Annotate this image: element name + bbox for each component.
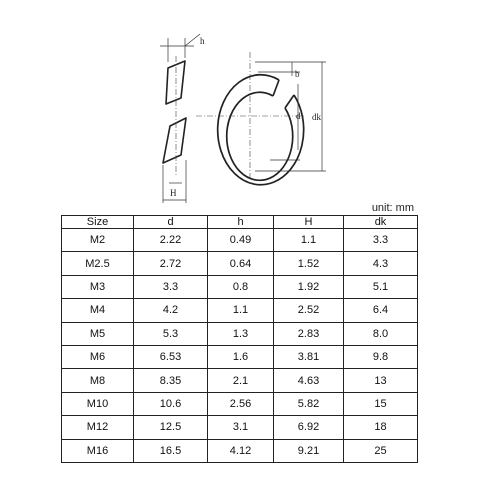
- cell-dk: 3.3: [344, 229, 418, 252]
- unit-label: unit: mm: [371, 202, 414, 214]
- cell-size: M2.5: [62, 252, 134, 275]
- table-row: [62, 392, 418, 415]
- cell-dk: 6.4: [344, 299, 418, 322]
- label-dk: dk: [312, 112, 321, 122]
- header-d: d: [134, 216, 208, 229]
- header-size: Size: [62, 216, 134, 229]
- cell-size: M4: [62, 299, 134, 322]
- cell-dk: 5.1: [344, 275, 418, 298]
- cell-size: M12: [62, 416, 134, 439]
- cell-d: 3.3: [134, 275, 208, 298]
- table-row: [62, 322, 418, 345]
- header-h: h: [208, 216, 274, 229]
- cell-H: 9.21: [274, 439, 344, 462]
- cell-h: 2.1: [208, 369, 274, 392]
- cell-size: M2: [62, 229, 134, 252]
- cell-H: 2.83: [274, 322, 344, 345]
- table-row: [62, 229, 418, 252]
- cell-H: 1.52: [274, 252, 344, 275]
- cell-size: M10: [62, 392, 134, 415]
- cell-h: 4.12: [208, 439, 274, 462]
- cell-d: 4.2: [134, 299, 208, 322]
- cell-dk: 4.3: [344, 252, 418, 275]
- cell-h: 1.6: [208, 345, 274, 368]
- cell-h: 1.1: [208, 299, 274, 322]
- label-b: b: [295, 69, 300, 79]
- cell-h: 3.1: [208, 416, 274, 439]
- table-header-row: [62, 216, 418, 229]
- table-row: [62, 299, 418, 322]
- table-row: [62, 252, 418, 275]
- spring-washer-technical-drawing: [0, 0, 480, 210]
- cell-H: 4.63: [274, 369, 344, 392]
- table-row: [62, 439, 418, 462]
- dimension-h: [160, 34, 200, 62]
- cell-d: 2.72: [134, 252, 208, 275]
- ring-inner-edge: [227, 92, 293, 180]
- cell-H: 2.52: [274, 299, 344, 322]
- cell-d: 8.35: [134, 369, 208, 392]
- cell-size: M16: [62, 439, 134, 462]
- ring-outer-edge: [218, 75, 304, 185]
- cell-H: 6.92: [274, 416, 344, 439]
- table-row: [62, 369, 418, 392]
- cell-H: 1.92: [274, 275, 344, 298]
- cell-H: 5.82: [274, 392, 344, 415]
- table-row: [62, 345, 418, 368]
- cell-H: 3.81: [274, 345, 344, 368]
- cell-d: 16.5: [134, 439, 208, 462]
- table-row: [62, 416, 418, 439]
- cell-size: M6: [62, 345, 134, 368]
- cell-h: 0.49: [208, 229, 274, 252]
- cell-dk: 25: [344, 439, 418, 462]
- cell-h: 0.64: [208, 252, 274, 275]
- cell-size: M3: [62, 275, 134, 298]
- label-H: H: [170, 188, 177, 198]
- cell-dk: 18: [344, 416, 418, 439]
- cell-d: 12.5: [134, 416, 208, 439]
- label-d: d: [296, 111, 301, 121]
- header-H: H: [274, 216, 344, 229]
- washer-side-view: [163, 61, 186, 163]
- washer-front-view: [218, 75, 304, 185]
- cell-dk: 8.0: [344, 322, 418, 345]
- cell-d: 5.3: [134, 322, 208, 345]
- ring-split-top: [273, 80, 279, 96]
- table-row: [62, 275, 418, 298]
- label-h: h: [200, 36, 205, 46]
- cell-dk: 15: [344, 392, 418, 415]
- cell-h: 1.3: [208, 322, 274, 345]
- cell-H: 1.1: [274, 229, 344, 252]
- cell-h: 2.56: [208, 392, 274, 415]
- side-view-upper-part: [166, 61, 185, 104]
- header-dk: dk: [344, 216, 418, 229]
- cell-size: M5: [62, 322, 134, 345]
- cell-dk: 9.8: [344, 345, 418, 368]
- cell-h: 0.8: [208, 275, 274, 298]
- cell-dk: 13: [344, 369, 418, 392]
- spec-table: [61, 215, 418, 463]
- cell-d: 6.53: [134, 345, 208, 368]
- cell-size: M8: [62, 369, 134, 392]
- side-view-lower-part: [163, 118, 186, 163]
- ring-split-bottom: [285, 95, 294, 108]
- cell-d: 10.6: [134, 392, 208, 415]
- cell-d: 2.22: [134, 229, 208, 252]
